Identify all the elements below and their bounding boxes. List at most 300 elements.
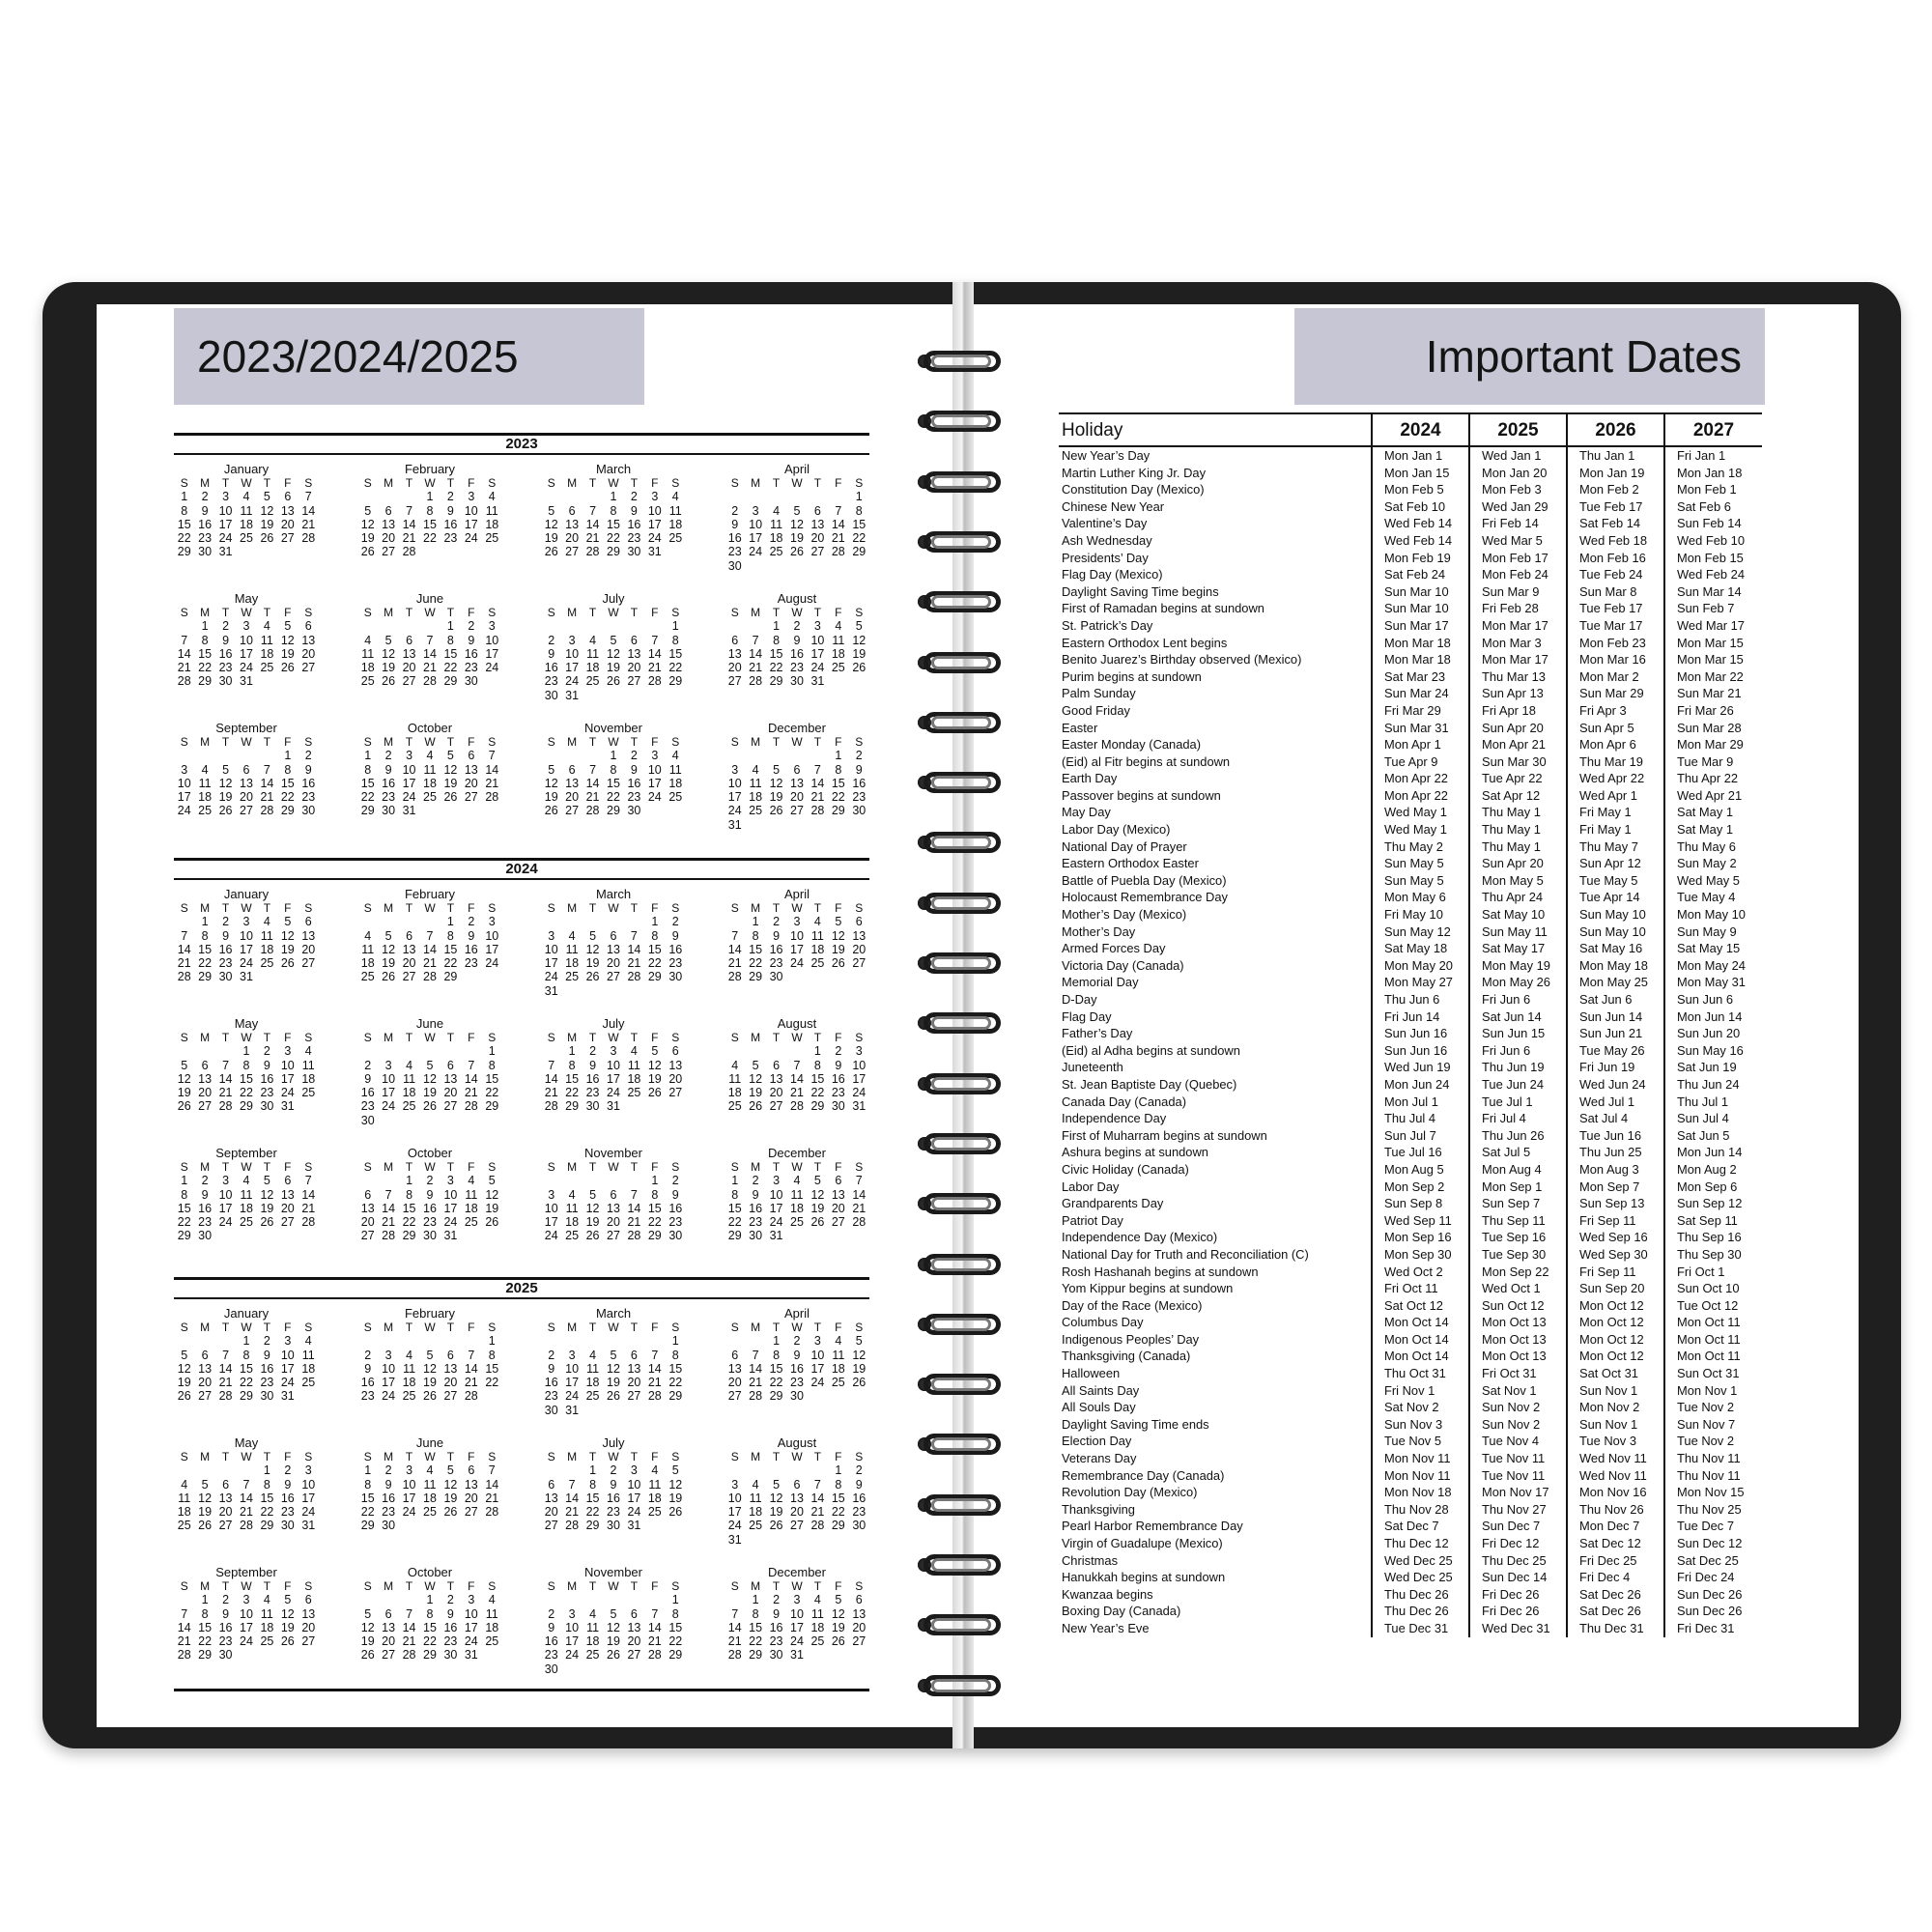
day-number: 26 [218,804,233,818]
holiday-name: First of Ramadan begins at sundown [1062,601,1264,616]
day-number: 12 [423,1361,437,1376]
weekday-label: M [384,1160,394,1174]
day-number: 23 [382,790,396,805]
holiday-date: Fri Nov 1 [1372,1382,1469,1400]
holiday-name: Palm Sunday [1062,686,1136,701]
day-number: 8 [201,928,209,943]
day-number: 25 [360,674,375,689]
day-number: 5 [384,928,392,943]
weekday-label: S [488,735,497,749]
weekday-label: M [200,735,211,749]
weekday-label: T [630,476,639,490]
holiday-date: Mon Nov 1 [1664,1382,1762,1400]
empty-day [419,1114,440,1127]
day-number: 3 [855,1044,863,1059]
holiday-date: Mon Sep 1 [1469,1179,1567,1196]
holiday-date: Sun Jun 15 [1469,1025,1567,1042]
day-number: 2 [773,915,781,929]
day-number: 9 [548,646,555,661]
day-number: 17 [544,956,558,971]
day-number: 20 [382,531,396,546]
weekday-label: T [630,1579,639,1593]
empty-day [582,984,603,998]
month-name: April [783,887,810,901]
empty-day [808,749,828,762]
day-number: 28 [727,1648,742,1662]
day-number: 24 [218,1215,233,1230]
day-number: 29 [647,1229,662,1243]
table-row [1059,1603,1762,1620]
weekday-label: T [405,901,413,915]
month-calendar [357,1565,502,1662]
month-name: August [777,1435,817,1450]
day-number: 28 [301,531,316,546]
day-number: 1 [671,1334,679,1349]
day-number: 6 [671,1044,679,1059]
day-number: 2 [610,1463,617,1478]
day-number: 10 [647,503,662,518]
holiday-date: Mon Nov 11 [1372,1450,1469,1467]
day-number: 9 [222,1606,230,1621]
holiday-date: Fri May 1 [1567,821,1664,838]
day-number: 4 [773,503,781,518]
empty-day [644,804,665,817]
empty-day [828,970,848,983]
empty-day [378,1593,398,1606]
day-number: 5 [773,762,781,777]
day-number: 27 [464,790,478,805]
table-row [1059,1484,1762,1501]
day-number: 1 [263,1463,270,1478]
day-number: 13 [565,517,580,531]
holiday-date: Tue Apr 22 [1469,770,1567,787]
day-number: 22 [177,1215,191,1230]
weekday-label: S [730,1160,739,1174]
holiday-name: Daylight Saving Time ends [1062,1416,1209,1432]
holiday-date: Tue Oct 12 [1664,1297,1762,1315]
day-number: 20 [301,1620,316,1634]
empty-day [357,490,378,503]
empty-day [482,804,502,817]
day-number: 12 [831,928,845,943]
day-number: 21 [240,1505,253,1520]
empty-day [582,1404,603,1417]
month-calendar [174,721,319,818]
day-number: 10 [544,1201,558,1215]
day-number: 26 [790,545,804,559]
day-number: 8 [589,1477,597,1492]
holiday-date: Mon May 20 [1372,957,1469,975]
month-calendar [174,887,319,984]
day-number: 23 [790,661,804,675]
empty-day [236,1648,256,1662]
weekday-label: F [835,1579,842,1593]
day-number: 12 [852,633,867,647]
day-number: 8 [752,1606,759,1621]
day-number: 5 [426,1058,434,1072]
day-number: 11 [198,776,212,790]
holiday-date: Tue Jul 16 [1372,1144,1469,1161]
weekday-label: T [263,1450,271,1463]
day-number: 14 [627,942,641,956]
holiday-date: Mon Feb 24 [1469,566,1567,583]
holiday-date: Thu Dec 31 [1567,1620,1664,1637]
day-number: 4 [304,1334,312,1349]
empty-day [257,749,277,762]
day-number: 25 [485,531,499,546]
day-number: 7 [731,1606,739,1621]
day-number: 27 [443,1389,458,1404]
day-number: 8 [671,1606,679,1621]
month-calendar [724,591,869,689]
empty-day [624,1099,644,1113]
table-row [1059,1059,1762,1076]
weekday-label: T [630,1031,639,1044]
day-number: 6 [446,1058,454,1072]
day-number: 16 [544,1634,558,1649]
empty-day [766,559,786,573]
day-number: 24 [607,1086,620,1100]
day-number: 12 [585,1201,600,1215]
day-number: 2 [222,619,230,634]
table-row [1059,855,1762,872]
month-calendar [541,462,686,559]
holiday-date: Wed Feb 14 [1372,532,1469,550]
day-number: 23 [607,1505,620,1520]
day-number: 18 [198,790,213,805]
holiday-date: Fri Jul 4 [1469,1110,1567,1127]
holiday-date: Wed Mar 17 [1664,617,1762,635]
weekday-label: F [651,1321,659,1334]
day-number: 1 [835,749,842,763]
day-number: 1 [364,749,372,763]
day-number: 4 [589,1348,597,1362]
day-number: 11 [749,1491,762,1505]
day-number: 14 [647,646,662,661]
holiday-date: Fri May 10 [1372,906,1469,923]
empty-day [644,1662,665,1676]
day-number: 14 [423,646,437,661]
day-number: 16 [382,776,396,790]
day-number: 6 [201,1058,209,1072]
weekday-label: T [772,901,781,915]
holiday-date: Mon May 24 [1664,957,1762,975]
day-number: 2 [671,915,679,929]
day-number: 21 [790,1086,804,1100]
empty-day [624,1404,644,1417]
empty-day [482,674,502,688]
day-number: 18 [423,1491,437,1505]
day-number: 2 [384,749,392,763]
weekday-label: M [384,1579,394,1593]
holiday-date: Mon Feb 19 [1372,550,1469,567]
day-number: 31 [301,1519,316,1533]
day-number: 23 [423,1215,437,1230]
day-number: 6 [406,928,413,943]
empty-day [582,689,603,702]
day-number: 14 [177,646,191,661]
day-number: 12 [177,1361,191,1376]
empty-day [624,984,644,998]
empty-day [808,490,828,503]
day-number: 21 [402,1634,416,1649]
day-number: 9 [364,1071,372,1086]
empty-day [644,1334,665,1348]
day-number: 5 [284,1593,292,1607]
day-number: 6 [610,928,617,943]
day-number: 17 [749,531,763,546]
day-number: 22 [647,1215,662,1230]
day-number: 25 [727,1099,742,1114]
day-number: 11 [260,633,273,647]
holiday-date: Tue Apr 14 [1567,889,1664,906]
empty-day [724,1044,745,1058]
weekday-label: M [751,1031,761,1044]
holiday-date: Fri Sep 11 [1567,1264,1664,1281]
day-number: 1 [488,1044,496,1059]
weekday-label: T [813,606,822,619]
day-number: 6 [731,633,739,647]
day-number: 25 [769,545,783,559]
weekday-label: T [446,1321,455,1334]
day-number: 11 [423,762,437,777]
weekday-label: F [835,901,842,915]
day-number: 2 [304,749,312,763]
year-label: 2025 [174,1277,869,1299]
weekday-label: T [446,1450,455,1463]
day-number: 2 [630,490,638,504]
day-number: 30 [607,1519,620,1533]
day-number: 8 [610,762,617,777]
day-number: 15 [668,1361,683,1376]
weekday-label: W [608,1031,619,1044]
day-number: 30 [280,1519,295,1533]
holiday-date: Sun Dec 26 [1664,1603,1762,1620]
empty-day [357,1334,378,1348]
day-number: 15 [198,942,213,956]
holiday-name: May Day [1062,805,1111,820]
holiday-date: Sat May 16 [1567,940,1664,957]
day-number: 22 [360,790,375,805]
day-number: 15 [668,646,683,661]
weekday-label: W [608,901,619,915]
day-number: 10 [810,1348,825,1362]
holiday-date: Mon Aug 2 [1664,1161,1762,1179]
weekday-label: W [791,1031,803,1044]
holiday-date: Sun Mar 31 [1372,720,1469,737]
day-number: 5 [181,1348,188,1362]
day-number: 7 [304,490,312,504]
day-number: 14 [485,1477,499,1492]
day-number: 30 [852,1519,867,1533]
day-number: 25 [402,1099,416,1114]
day-number: 25 [585,674,600,689]
table-row [1059,1501,1762,1519]
holiday-date: Mon Nov 18 [1372,1484,1469,1501]
day-number: 16 [627,776,641,790]
day-number: 20 [607,1215,620,1230]
empty-day [786,1463,807,1477]
weekday-label: W [241,1031,252,1044]
day-number: 31 [443,1229,458,1243]
weekday-label: T [221,476,230,490]
day-number: 4 [731,1058,739,1072]
table-row [1059,635,1762,652]
weekday-label: S [855,1031,864,1044]
table-row [1059,1179,1762,1196]
holiday-date: Fri Dec 31 [1664,1620,1762,1637]
holiday-name: Veterans Day [1062,1451,1137,1466]
weekday-label: W [608,1450,619,1463]
day-number: 15 [769,1361,783,1376]
day-number: 19 [790,531,804,546]
day-number: 29 [727,1229,742,1243]
weekday-label: W [241,901,252,915]
day-number: 28 [544,1099,558,1114]
weekday-label: T [405,606,413,619]
day-number: 18 [668,776,683,790]
day-number: 16 [607,1491,620,1505]
day-number: 1 [364,1463,372,1478]
day-number: 6 [793,762,801,777]
holiday-date: Sun Feb 14 [1664,515,1762,532]
weekday-label: M [200,1321,211,1334]
day-number: 15 [360,776,375,790]
day-number: 24 [565,1389,580,1404]
weekday-label: M [567,1321,578,1334]
day-number: 16 [668,1201,683,1215]
weekday-label: S [304,1579,313,1593]
weekday-label: T [263,735,271,749]
day-number: 15 [177,1201,191,1215]
day-number: 18 [585,1634,600,1649]
empty-day [357,619,378,633]
day-number: 23 [360,1099,375,1114]
day-number: 18 [240,1201,253,1215]
day-number: 23 [831,1086,845,1100]
empty-day [808,1648,828,1662]
month-name: November [584,1146,642,1160]
month-calendar [174,1016,319,1114]
day-number: 24 [402,790,416,805]
holiday-name: Mother’s Day [1062,923,1136,939]
empty-day [482,545,502,558]
day-number: 9 [263,1348,270,1362]
day-number: 14 [260,776,274,790]
weekday-label: T [813,1579,822,1593]
holiday-date: Mon Oct 12 [1567,1297,1664,1315]
day-number: 19 [831,942,845,956]
weekday-label: S [671,1031,680,1044]
day-number: 9 [630,762,638,777]
day-number: 5 [855,1334,863,1349]
day-number: 15 [240,1361,253,1376]
day-number: 31 [790,1648,804,1662]
holiday-date: Tue Nov 2 [1664,1433,1762,1450]
holiday-date: Mon Oct 14 [1372,1348,1469,1365]
weekday-label: M [200,1579,211,1593]
holiday-date: Fri Jun 6 [1469,1042,1567,1060]
day-number: 13 [280,1187,295,1202]
weekday-label: S [363,1579,372,1593]
day-number: 8 [651,928,659,943]
holiday-date: Mon Sep 6 [1664,1179,1762,1196]
day-number: 28 [585,804,600,818]
day-number: 13 [627,1620,641,1634]
day-number: 11 [627,1058,640,1072]
day-number: 22 [280,790,295,805]
day-number: 9 [426,1187,434,1202]
day-number: 9 [793,633,801,647]
weekday-label: S [547,1031,555,1044]
day-number: 31 [402,804,416,818]
month-name: July [602,591,625,606]
day-number: 27 [790,804,804,818]
day-number: 3 [242,619,250,634]
day-number: 6 [468,749,475,763]
day-number: 3 [731,762,739,777]
day-number: 23 [198,1215,213,1230]
day-number: 18 [647,1491,662,1505]
day-number: 20 [360,1215,375,1230]
day-number: 30 [198,545,213,559]
empty-day [257,970,277,983]
day-number: 1 [181,490,188,504]
month-name: December [768,1146,826,1160]
day-number: 28 [423,970,437,984]
holiday-date: Mon Mar 3 [1469,635,1567,652]
day-number: 14 [749,646,763,661]
day-number: 13 [790,776,804,790]
day-number: 30 [749,1229,763,1243]
holiday-date: Mon May 26 [1469,974,1567,991]
day-number: 7 [731,928,739,943]
day-number: 11 [586,1361,600,1376]
holiday-date: Wed Apr 21 [1664,787,1762,805]
day-number: 15 [198,646,213,661]
day-number: 14 [382,1201,396,1215]
weekday-label: T [588,1579,597,1593]
right-page-title: Important Dates [1425,331,1742,382]
weekday-label: S [730,735,739,749]
empty-day [724,749,745,762]
day-number: 2 [364,1058,372,1072]
day-number: 1 [610,749,617,763]
month-name: March [595,887,632,901]
holiday-date: Thu Nov 26 [1567,1501,1664,1519]
day-number: 29 [280,804,295,818]
empty-day [666,1404,686,1417]
day-number: 31 [769,1229,783,1243]
day-number: 1 [242,1044,250,1059]
day-number: 5 [589,928,597,943]
holiday-date: Fri Mar 26 [1664,702,1762,720]
day-number: 3 [468,490,475,504]
day-number: 12 [218,776,233,790]
day-number: 13 [727,1361,742,1376]
weekday-label: W [241,606,252,619]
empty-day [745,749,765,762]
day-number: 20 [790,790,804,805]
day-number: 16 [749,1201,763,1215]
holiday-date: Thu Jun 6 [1372,991,1469,1009]
table-row [1059,720,1762,737]
holiday-date: Tue Feb 17 [1567,600,1664,617]
day-number: 15 [198,1620,213,1634]
day-number: 10 [443,1187,458,1202]
weekday-label: W [424,901,436,915]
day-number: 12 [831,1606,845,1621]
